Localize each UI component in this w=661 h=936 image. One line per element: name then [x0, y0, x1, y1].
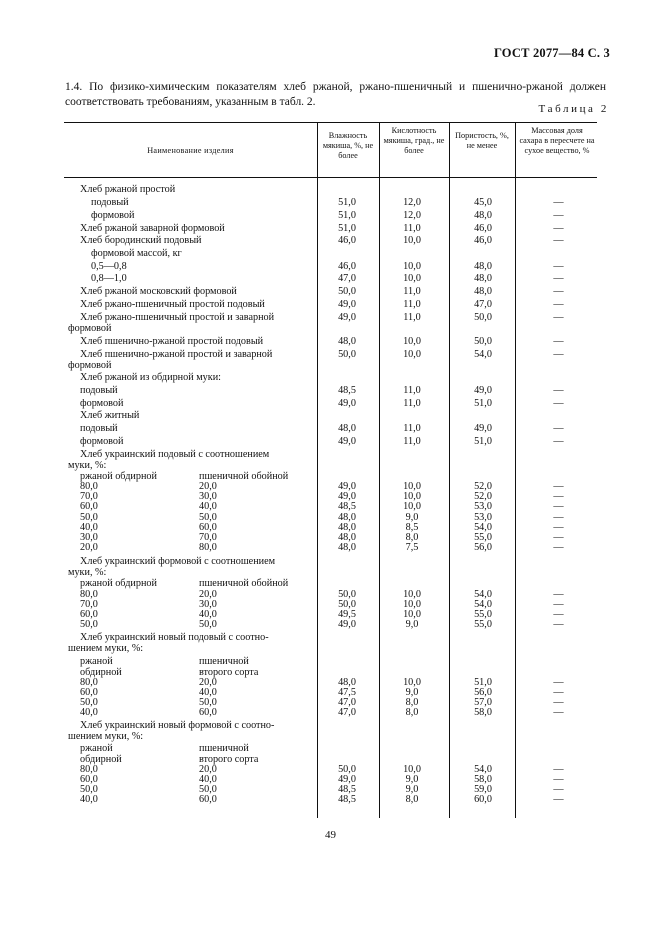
row-label: 20,0 [80, 542, 98, 553]
cell-value: — [553, 707, 564, 718]
cell-value: 11,0 [403, 423, 421, 434]
row-label: подовый [80, 385, 118, 396]
cell-value: 47,0 [338, 697, 356, 708]
cell-value: 10,0 [403, 491, 421, 502]
cell-value: — [553, 210, 564, 221]
row-label-second: 60,0 [199, 794, 217, 805]
row-label: 40,0 [80, 794, 98, 805]
cell-value: 7,5 [405, 542, 419, 553]
cell-value: — [553, 512, 564, 523]
row-label-second: пшеничной обойной [199, 471, 289, 482]
cell-value: 8,0 [405, 794, 419, 805]
row-label-second: второго сорта [199, 754, 259, 765]
cell-value: 51,0 [338, 197, 356, 208]
cell-value: 49,0 [338, 481, 356, 492]
cell-value: 12,0 [403, 210, 421, 221]
cell-value: 49,0 [338, 436, 356, 447]
table-row [0, 619, 661, 631]
cell-value: 54,0 [474, 599, 492, 610]
cell-value: — [553, 687, 564, 698]
row-label: 80,0 [80, 481, 98, 492]
cell-value: 46,0 [474, 235, 492, 246]
cell-value: 48,5 [338, 385, 356, 396]
cell-value: 10,0 [403, 349, 421, 360]
cell-value: 54,0 [474, 764, 492, 775]
cell-value: 11,0 [403, 286, 421, 297]
cell-value: 47,0 [338, 273, 356, 284]
table-row [0, 542, 661, 554]
cell-value: 9,0 [405, 512, 419, 523]
cell-value: 50,0 [338, 349, 356, 360]
row-label: ржаной обдирной [80, 578, 157, 589]
table-row [0, 336, 661, 348]
table-row [0, 707, 661, 719]
row-label: формовой [80, 398, 124, 409]
cell-value: 48,0 [474, 273, 492, 284]
row-label: Хлеб бородинский подовый [80, 235, 202, 246]
cell-value: — [553, 299, 564, 310]
cell-value: 10,0 [403, 501, 421, 512]
row-label-second: пшеничной обойной [199, 578, 289, 589]
cell-value: 49,0 [338, 299, 356, 310]
cell-value: 10,0 [403, 589, 421, 600]
row-label: Хлеб ржаной заварной формовой [80, 223, 225, 234]
cell-value: 46,0 [338, 235, 356, 246]
row-label: подовый [80, 423, 118, 434]
cell-value: 48,0 [338, 677, 356, 688]
row-label-second: пшеничной [199, 656, 249, 667]
table-row [0, 385, 661, 397]
row-label-second: 40,0 [199, 687, 217, 698]
column-header-porosity: Пористость, %, не менее [455, 131, 509, 150]
row-label: ржаной [80, 656, 113, 667]
row-label: Хлеб пшенично-ржаной простой и заварной [80, 349, 273, 360]
row-label-second: 50,0 [199, 697, 217, 708]
row-label: 60,0 [80, 609, 98, 620]
page-number: 49 [325, 829, 336, 841]
cell-value: — [553, 336, 564, 347]
row-label: 80,0 [80, 764, 98, 775]
cell-value: — [553, 235, 564, 246]
cell-value: — [553, 542, 564, 553]
cell-value: — [553, 774, 564, 785]
row-label: шением муки, %: [68, 731, 144, 742]
cell-value: — [553, 599, 564, 610]
table-row [0, 273, 661, 285]
row-label: 50,0 [80, 619, 98, 630]
cell-value: — [553, 764, 564, 775]
cell-value: 58,0 [474, 707, 492, 718]
cell-value: 10,0 [403, 677, 421, 688]
cell-value: — [553, 491, 564, 502]
cell-value: — [553, 286, 564, 297]
row-label: 60,0 [80, 687, 98, 698]
cell-value: 48,0 [338, 423, 356, 434]
table-row [0, 398, 661, 410]
table-row [0, 235, 661, 247]
cell-value: 8,0 [405, 532, 419, 543]
cell-value: 59,0 [474, 784, 492, 795]
column-header-name: Наименование изделия [147, 146, 234, 155]
cell-value: 51,0 [474, 436, 492, 447]
cell-value: 58,0 [474, 774, 492, 785]
cell-value: 53,0 [474, 501, 492, 512]
cell-value: — [553, 794, 564, 805]
cell-value: 9,0 [405, 784, 419, 795]
cell-value: 10,0 [403, 273, 421, 284]
cell-value: 60,0 [474, 794, 492, 805]
cell-value: 47,5 [338, 687, 356, 698]
row-label-second: 40,0 [199, 501, 217, 512]
row-label: обдирной [80, 754, 122, 765]
row-label-second: 40,0 [199, 609, 217, 620]
row-label: Хлеб ржаной простой [80, 184, 176, 195]
row-label-second: 20,0 [199, 764, 217, 775]
row-label: Хлеб пшенично-ржаной простой подовый [80, 336, 264, 347]
row-label-second: 20,0 [199, 589, 217, 600]
cell-value: — [553, 261, 564, 272]
row-label-second: 70,0 [199, 532, 217, 543]
cell-value: — [553, 349, 564, 360]
row-label-second: пшеничной [199, 743, 249, 754]
row-label: 80,0 [80, 589, 98, 600]
cell-value: 10,0 [403, 235, 421, 246]
row-label: формовой [68, 323, 112, 334]
row-label-second: 50,0 [199, 784, 217, 795]
cell-value: 55,0 [474, 609, 492, 620]
cell-value: 49,5 [338, 609, 356, 620]
column-header-sugar: Массовая доля сахара в пересчете на сухое вещество, % [519, 126, 595, 155]
row-label: 40,0 [80, 522, 98, 533]
cell-value: — [553, 589, 564, 600]
cell-value: 53,0 [474, 512, 492, 523]
cell-value: 55,0 [474, 619, 492, 630]
cell-value: 57,0 [474, 697, 492, 708]
row-label: 50,0 [80, 697, 98, 708]
cell-value: 45,0 [474, 197, 492, 208]
row-label-second: 60,0 [199, 707, 217, 718]
cell-value: 49,0 [338, 312, 356, 323]
cell-value: — [553, 501, 564, 512]
cell-value: 54,0 [474, 349, 492, 360]
row-label: ржаной обдирной [80, 471, 157, 482]
cell-value: — [553, 784, 564, 795]
cell-value: — [553, 532, 564, 543]
row-label: 80,0 [80, 677, 98, 688]
cell-value: 50,0 [474, 336, 492, 347]
cell-value: — [553, 697, 564, 708]
row-label: Хлеб украинский подовый с соотношением [80, 449, 270, 460]
cell-value: — [553, 312, 564, 323]
table-row [0, 197, 661, 209]
table-row [0, 286, 661, 298]
row-label: муки, %: [68, 460, 107, 471]
row-label: формовой [80, 436, 124, 447]
cell-value: 10,0 [403, 609, 421, 620]
cell-value: — [553, 398, 564, 409]
cell-value: 48,5 [338, 784, 356, 795]
cell-value: 8,0 [405, 697, 419, 708]
table-header-rule [64, 177, 597, 178]
row-label-second: 30,0 [199, 491, 217, 502]
row-label-second: 20,0 [199, 481, 217, 492]
table-row [0, 323, 661, 335]
row-label: 60,0 [80, 774, 98, 785]
cell-value: 9,0 [405, 774, 419, 785]
cell-value: 48,0 [474, 286, 492, 297]
table-row [0, 184, 661, 196]
cell-value: 51,0 [338, 210, 356, 221]
row-label-second: 40,0 [199, 774, 217, 785]
row-label-second: 60,0 [199, 522, 217, 533]
row-label-second: 30,0 [199, 599, 217, 610]
cell-value: 10,0 [403, 764, 421, 775]
cell-value: — [553, 522, 564, 533]
cell-value: 11,0 [403, 223, 421, 234]
cell-value: 49,0 [338, 398, 356, 409]
cell-value: 50,0 [338, 286, 356, 297]
cell-value: 10,0 [403, 336, 421, 347]
row-label: Хлеб украинский новый формовой с соотно- [80, 720, 275, 731]
cell-value: 49,0 [338, 491, 356, 502]
cell-value: 10,0 [403, 481, 421, 492]
table-caption: Таблица 2 [538, 103, 609, 115]
cell-value: 52,0 [474, 491, 492, 502]
cell-value: — [553, 385, 564, 396]
table-row [0, 423, 661, 435]
cell-value: — [553, 436, 564, 447]
cell-value: 48,0 [338, 336, 356, 347]
table-row [0, 794, 661, 806]
cell-value: — [553, 273, 564, 284]
table-row [0, 372, 661, 384]
table-top-rule [64, 122, 597, 123]
table-row [0, 360, 661, 372]
cell-value: 48,5 [338, 794, 356, 805]
cell-value: 10,0 [403, 261, 421, 272]
row-label: 70,0 [80, 491, 98, 502]
cell-value: 11,0 [403, 385, 421, 396]
cell-value: 56,0 [474, 687, 492, 698]
cell-value: 51,0 [338, 223, 356, 234]
row-label-second: 20,0 [199, 677, 217, 688]
intro-paragraph: 1.4. По физико-химическим показателям хлеб ржаной, ржано-пшеничный и пшенично-ржаной должен соответствовать требованиям, указанным в табл. 2. [65, 81, 606, 108]
cell-value: 10,0 [403, 599, 421, 610]
row-label: 70,0 [80, 599, 98, 610]
row-label: подовый [91, 197, 129, 208]
row-label: 50,0 [80, 512, 98, 523]
cell-value: 49,0 [474, 423, 492, 434]
cell-value: — [553, 481, 564, 492]
row-label: муки, %: [68, 567, 107, 578]
cell-value: 50,0 [474, 312, 492, 323]
cell-value: 50,0 [338, 764, 356, 775]
row-label: шением муки, %: [68, 643, 144, 654]
cell-value: 48,0 [338, 542, 356, 553]
cell-value: 11,0 [403, 299, 421, 310]
row-label: 40,0 [80, 707, 98, 718]
table-row [0, 643, 661, 655]
cell-value: 48,0 [474, 210, 492, 221]
cell-value: 8,0 [405, 707, 419, 718]
cell-value: 51,0 [474, 677, 492, 688]
cell-value: 49,0 [338, 774, 356, 785]
table-row [0, 261, 661, 273]
cell-value: 11,0 [403, 312, 421, 323]
cell-value: — [553, 223, 564, 234]
row-label: Хлеб ржаной московский формовой [80, 286, 237, 297]
row-label: Хлеб украинский формовой с соотношением [80, 556, 276, 567]
cell-value: 49,0 [338, 619, 356, 630]
row-label: 30,0 [80, 532, 98, 543]
cell-value: — [553, 609, 564, 620]
row-label-second: 50,0 [199, 512, 217, 523]
row-label: обдирной [80, 667, 122, 678]
table-row [0, 210, 661, 222]
cell-value: — [553, 619, 564, 630]
cell-value: 48,0 [338, 532, 356, 543]
table-row [0, 223, 661, 235]
cell-value: 55,0 [474, 532, 492, 543]
cell-value: 48,0 [338, 522, 356, 533]
cell-value: 11,0 [403, 398, 421, 409]
cell-value: 12,0 [403, 197, 421, 208]
table-row [0, 436, 661, 448]
row-label: Хлеб ржано-пшеничный простой и заварной [80, 312, 275, 323]
cell-value: 8,5 [405, 522, 419, 533]
cell-value: 47,0 [338, 707, 356, 718]
cell-value: — [553, 423, 564, 434]
table-row [0, 299, 661, 311]
table-row [0, 731, 661, 743]
cell-value: 46,0 [474, 223, 492, 234]
column-header-acidity: Кислотность мякиша, град., не более [383, 126, 445, 155]
row-label: 50,0 [80, 784, 98, 795]
cell-value: 54,0 [474, 522, 492, 533]
table-row [0, 248, 661, 260]
row-label: ржаной [80, 743, 113, 754]
cell-value: — [553, 677, 564, 688]
row-label: 60,0 [80, 501, 98, 512]
row-label: Хлеб ржаной из обдирной муки: [80, 372, 221, 383]
cell-value: 50,0 [338, 599, 356, 610]
cell-value: 48,0 [338, 512, 356, 523]
row-label-second: 80,0 [199, 542, 217, 553]
cell-value: 47,0 [474, 299, 492, 310]
cell-value: 11,0 [403, 436, 421, 447]
row-label: Хлеб ржано-пшеничный простой подовый [80, 299, 265, 310]
cell-value: 48,5 [338, 501, 356, 512]
row-label: формовой [68, 360, 112, 371]
row-label-second: 50,0 [199, 619, 217, 630]
row-label: 0,5—0,8 [91, 261, 127, 272]
cell-value: 51,0 [474, 398, 492, 409]
cell-value: 48,0 [474, 261, 492, 272]
cell-value: 9,0 [405, 619, 419, 630]
row-label: Хлеб житный [80, 410, 140, 421]
cell-value: 9,0 [405, 687, 419, 698]
table-row [0, 410, 661, 422]
column-header-moisture: Влажность мякиша, %, не более [322, 131, 374, 160]
row-label: Хлеб украинский новый подовый с соотно- [80, 632, 269, 643]
row-label: формовой массой, кг [91, 248, 182, 259]
cell-value: 49,0 [474, 385, 492, 396]
cell-value: 52,0 [474, 481, 492, 492]
cell-value: 54,0 [474, 589, 492, 600]
cell-value: 50,0 [338, 589, 356, 600]
row-label-second: второго сорта [199, 667, 259, 678]
row-label: формовой [91, 210, 135, 221]
cell-value: 46,0 [338, 261, 356, 272]
cell-value: 56,0 [474, 542, 492, 553]
page-header: ГОСТ 2077—84 С. 3 [493, 46, 610, 60]
row-label: 0,8—1,0 [91, 273, 127, 284]
cell-value: — [553, 197, 564, 208]
